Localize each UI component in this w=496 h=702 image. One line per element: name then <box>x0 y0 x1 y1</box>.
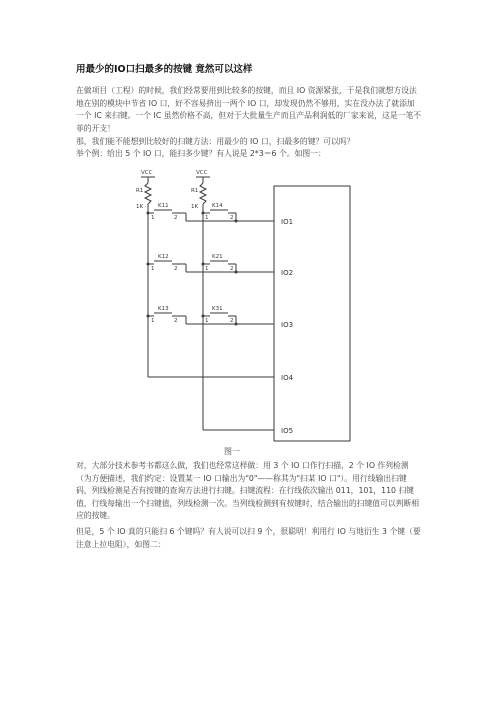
pin-label: 2 <box>174 266 178 272</box>
key-label: K21 <box>212 254 223 260</box>
pin-label: 2 <box>230 266 234 272</box>
figure-caption: 图一 <box>224 447 240 456</box>
io-label: IO2 <box>281 269 294 277</box>
key-label: K31 <box>212 306 223 312</box>
key-label: K12 <box>158 254 169 260</box>
key-switch-contacts <box>154 210 228 313</box>
pin-label: 2 <box>230 215 234 221</box>
resistor-right-value: 1K <box>191 204 199 210</box>
pin-label: 1 <box>205 318 209 324</box>
vcc-right-label: VCC <box>196 170 208 176</box>
pin-label: 1 <box>151 318 155 324</box>
paragraph-nine-keys: 但是，5 个 IO 真的只能扫 6 个键吗？有人说可以扫 9 个，很聪明！利用行 IO 与地衍生 3 个键（要注意上拉电阻），如图二： <box>76 527 421 549</box>
resistor-right-name: R1 <box>191 188 199 194</box>
paragraph-question: 那，我们能不能想到比较好的扫键方法：用最少的 IO 口，扫最多的键？可以吗？ <box>76 137 355 146</box>
resistor-right <box>200 183 206 204</box>
io-label: IO4 <box>281 374 294 382</box>
key-label: K13 <box>158 306 169 312</box>
io-label: IO5 <box>281 427 294 435</box>
vcc-left-label: VCC <box>141 170 153 176</box>
io-label: IO3 <box>281 321 294 329</box>
paragraph-intro: 在做项目（工程）的时候，我们经常要用到比较多的按键，而且 IO 资源紧张，于是我们就想方设法地在别的模块中节省 IO 口，好不容易挤出一两个 IO 口，却发现仍然不够用，实在没办法了就添加一个 IC 来扫键。一个 IC 虽然价格不高，但对于大批量生产而且产品利润低的厂家来说，这是一笔不菲的开支！ <box>76 86 422 133</box>
pin-label: 2 <box>230 318 234 324</box>
pin-label: 1 <box>151 215 155 221</box>
pin-label: 1 <box>205 215 209 221</box>
paragraph-scan-method: 对，大部分技术参考书都这么做，我们也经常这样做：用 3 个 IO 口作行扫描，2 个 IO 作列检测（为方便描述，我们约定：设置某一 IO 口输出为"0"——称其为"扫某 IO 口"）。用行线输出扫键码，列线检测是否有按键的查询方法进行扫键。扫键流程：在行线依次输出 011，101，110 扫键值，行线每输出一个扫键值，列线检测一次。当列线检测到有按键时，结合输出的扫键值可以判断相应的按键。 <box>76 461 420 521</box>
pin-label: 2 <box>174 215 178 221</box>
paragraph-example: 举个例：给出 5 个 IO 口，能扫多少键？有人说是 2*3＝6 个。如图一： <box>76 149 326 158</box>
ic-box <box>274 186 350 441</box>
key-label: K11 <box>158 203 169 209</box>
pin-label: 1 <box>151 266 155 272</box>
article-title: 用最少的IO口扫最多的按键 竟然可以这样 <box>76 64 253 75</box>
resistor-left-name: R1 <box>136 188 144 194</box>
pin-label: 1 <box>205 266 209 272</box>
pin-label: 2 <box>174 318 178 324</box>
key-label: K14 <box>212 203 223 209</box>
io-label: IO1 <box>281 218 294 226</box>
resistor-left <box>145 183 151 204</box>
resistor-left-value: 1K <box>136 204 144 210</box>
